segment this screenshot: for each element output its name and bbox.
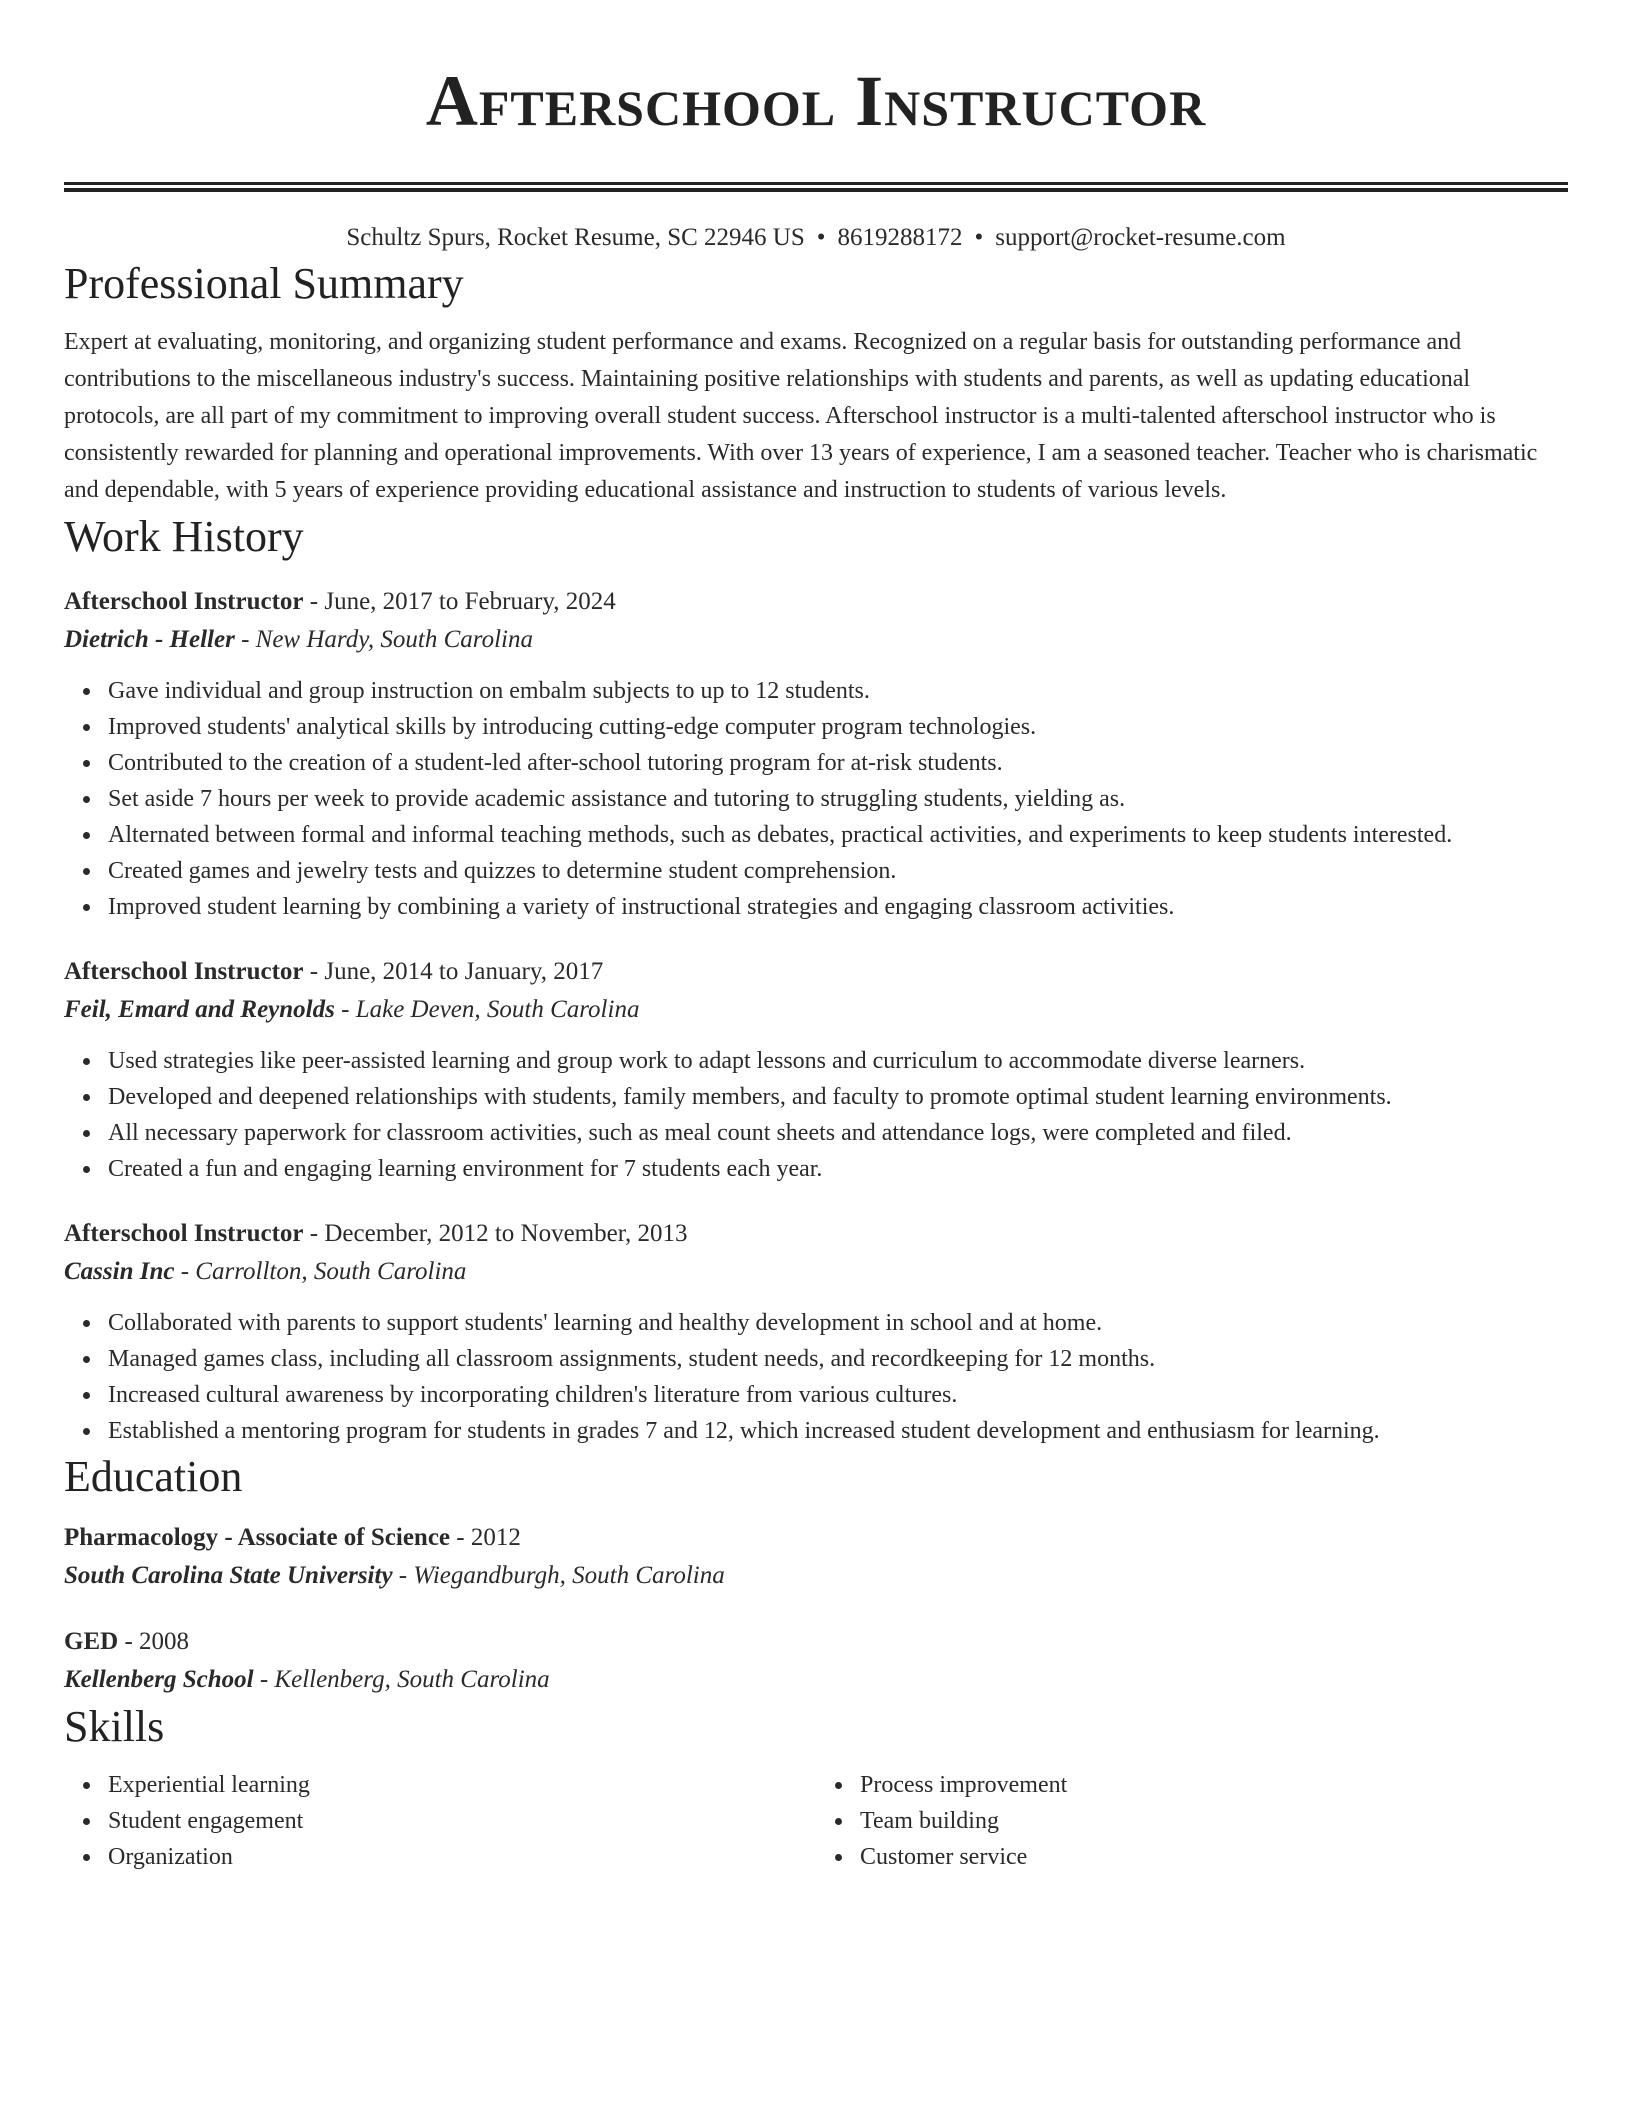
job-bullet: Set aside 7 hours per week to provide academic assistance and tutoring to struggling students, yielding as. [108, 781, 1568, 817]
education-year: - 2012 [450, 1524, 521, 1551]
job-bullet: Improved student learning by combining a variety of instructional strategies and engaging classroom activities. [108, 889, 1568, 925]
education-year: - 2008 [118, 1628, 190, 1655]
summary-heading: Professional Summary [64, 259, 464, 308]
skill-item: Experiential learning [108, 1767, 816, 1803]
job-role: Afterschool Instructor [64, 588, 304, 615]
skill-item: Team building [860, 1803, 1568, 1839]
job-bullet: Improved students' analytical skills by introducing cutting-edge computer program technologies. [108, 709, 1568, 745]
education-location: - Wiegandburgh, South Carolina [392, 1562, 725, 1589]
skills-column-left [64, 1767, 816, 1875]
skill-item: Student engagement [108, 1803, 816, 1839]
job-bullets [64, 1305, 1568, 1449]
job-employer [64, 991, 1568, 1029]
education-degree: GED [64, 1628, 119, 1655]
job-role: Afterschool Instructor [64, 1220, 304, 1247]
job-bullet: Established a mentoring program for students in grades 7 and 12, which increased student development and enthusiasm for learning. [108, 1413, 1568, 1449]
job-employer [64, 621, 1568, 659]
job-bullets [64, 1043, 1568, 1187]
job-location: - Lake Deven, South Carolina [334, 996, 640, 1023]
summary-text: Expert at evaluating, monitoring, and organizing student performance and exams. Recognized on a regular basis for outstanding performance and contributions to the miscellaneous industry's success. Maintaining positive relationships with students and parents, as well as updating educational protocols, are all part of my commitment to improving overall student success. Afterschool instructor is a multi-talented afterschool instructor who is consistently rewarded for planning and operational improvements. With over 13 years of experience, I am a seasoned teacher. Teacher who is charismatic and dependable, with 5 years of experience providing educational assistance and instruction to students of various levels. [64, 329, 1538, 503]
skills-list [64, 1767, 1568, 1875]
job-header [64, 1215, 1568, 1253]
education-heading: Education [64, 1452, 243, 1501]
education-header [64, 1623, 1568, 1661]
education-entry [64, 1519, 1568, 1595]
job-bullet: Developed and deepened relationships with students, family members, and faculty to promote optimal student learning environments. [108, 1079, 1568, 1115]
job-entry [64, 953, 1568, 1187]
job-entry [64, 583, 1568, 925]
education-entry [64, 1623, 1568, 1699]
contact-separator: • [816, 224, 826, 251]
education-degree: Pharmacology - Associate of Science [64, 1524, 451, 1551]
job-bullet: Collaborated with parents to support students' learning and healthy development in school and at home. [108, 1305, 1568, 1341]
education-location: - Kellenberg, South Carolina [253, 1666, 550, 1693]
skill-item: Process improvement [860, 1767, 1568, 1803]
header-divider [64, 182, 1568, 192]
job-company: Feil, Emard and Reynolds [64, 996, 335, 1023]
contact-address: Schultz Spurs, Rocket Resume, SC 22946 US [346, 224, 805, 251]
resume-name: Afterschool Instructor [425, 61, 1207, 141]
job-bullet: Gave individual and group instruction on embalm subjects to up to 12 students. [108, 673, 1568, 709]
education-school: Kellenberg School [64, 1666, 254, 1693]
skills-heading: Skills [64, 1702, 165, 1751]
education-institution [64, 1557, 1568, 1595]
job-bullet: Managed games class, including all classroom assignments, student needs, and recordkeeping for 12 months. [108, 1341, 1568, 1377]
job-bullet: Created games and jewelry tests and quizzes to determine student comprehension. [108, 853, 1568, 889]
job-location: - Carrollton, South Carolina [174, 1258, 467, 1285]
job-location: - New Hardy, South Carolina [234, 626, 533, 653]
job-bullets [64, 673, 1568, 925]
job-header [64, 583, 1568, 621]
contact-line [64, 220, 1568, 256]
job-dates: - June, 2017 to February, 2024 [303, 588, 616, 615]
work-history-heading: Work History [64, 512, 304, 561]
contact-email: support@rocket-resume.com [995, 224, 1286, 251]
job-company: Cassin Inc [64, 1258, 175, 1285]
education-school: South Carolina State University [64, 1562, 393, 1589]
education-header [64, 1519, 1568, 1557]
job-header [64, 953, 1568, 991]
job-bullet: Created a fun and engaging learning environment for 7 students each year. [108, 1151, 1568, 1187]
contact-phone: 8619288172 [837, 224, 963, 251]
job-bullet: Contributed to the creation of a student-led after-school tutoring program for at-risk students. [108, 745, 1568, 781]
job-employer [64, 1253, 1568, 1291]
job-bullet: Increased cultural awareness by incorporating children's literature from various cultures. [108, 1377, 1568, 1413]
job-role: Afterschool Instructor [64, 958, 304, 985]
job-entry [64, 1215, 1568, 1449]
skill-item: Organization [108, 1839, 816, 1875]
education-institution [64, 1661, 1568, 1699]
job-bullet: Alternated between formal and informal teaching methods, such as debates, practical activities, and experiments to keep students interested. [108, 817, 1568, 853]
job-dates: - December, 2012 to November, 2013 [303, 1220, 688, 1247]
skills-column-right [816, 1767, 1568, 1875]
job-company: Dietrich - Heller [64, 626, 235, 653]
contact-separator: • [974, 224, 984, 251]
job-bullet: All necessary paperwork for classroom activities, such as meal count sheets and attendance logs, were completed and filed. [108, 1115, 1568, 1151]
job-dates: - June, 2014 to January, 2017 [303, 958, 604, 985]
skill-item: Customer service [860, 1839, 1568, 1875]
job-bullet: Used strategies like peer-assisted learning and group work to adapt lessons and curriculum to accommodate diverse learners. [108, 1043, 1568, 1079]
